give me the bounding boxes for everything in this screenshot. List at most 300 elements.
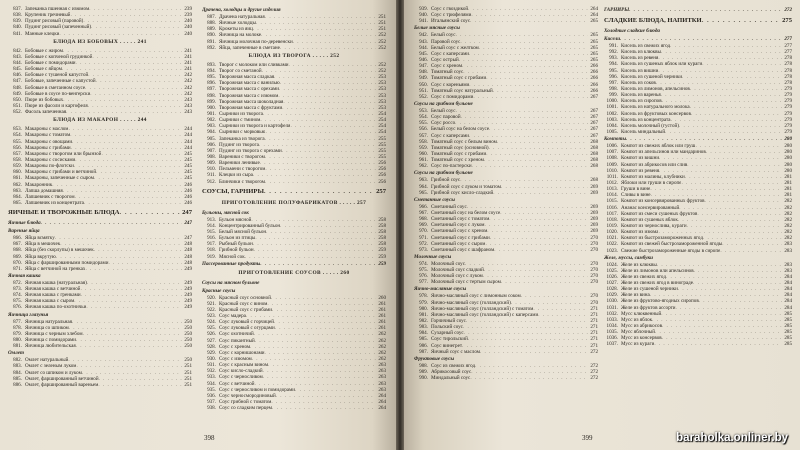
entry-number: 839.: [13, 18, 22, 25]
entry-page: 241: [184, 47, 192, 54]
entry-number: 1014.: [606, 192, 618, 199]
entry-title: Яичница со шпиком: [25, 324, 69, 331]
entry-number: 907.: [207, 147, 216, 154]
entry-page: 242: [184, 90, 192, 97]
entry-number: 908.: [207, 153, 216, 160]
index-entry: [414, 375, 598, 381]
entry-title: Мясной сок: [219, 253, 245, 260]
entry-page: 278: [784, 73, 792, 80]
entry-page: 260: [378, 294, 386, 301]
entry-page: 282: [784, 229, 792, 236]
entry-page: 279: [784, 128, 792, 135]
entry-page: 283: [784, 247, 792, 254]
entry-page: 253: [378, 98, 386, 105]
entry-number: 850.: [13, 96, 22, 103]
entry-number: 932.: [207, 368, 216, 375]
dot-leader: [473, 94, 588, 100]
entry-page: 252: [378, 32, 386, 39]
entry-page: 250: [184, 324, 192, 331]
entry-page: 258: [378, 216, 386, 223]
entry-title: Кисель из свежих ягод: [621, 43, 671, 49]
entry-page: 246: [184, 187, 192, 194]
entry-title: Белый соус с желтком: [431, 44, 479, 51]
subsection-page: 247: [184, 220, 192, 227]
entry-page: 248: [184, 259, 192, 266]
entry-number: 992.: [609, 49, 618, 56]
subsection-page: 277: [784, 36, 792, 42]
subsection-page: 272: [784, 7, 792, 13]
entry-number: 869.: [13, 253, 22, 260]
entry-title: Манные клецки: [25, 30, 60, 37]
entry-page: 241: [184, 59, 192, 66]
entry-title: Соус со сладким перцем: [219, 405, 273, 412]
entry-page: 251: [184, 375, 192, 382]
dot-leader: [260, 260, 376, 268]
dot-leader: [626, 135, 782, 143]
entry-number: 920.: [207, 294, 216, 301]
section-page: 241: [137, 38, 147, 45]
entry-page: 269: [590, 216, 598, 223]
entry-title: Желе из сушеной черники: [621, 286, 678, 293]
section-title: БЛЮДА ИЗ БОБОВЫХ: [53, 38, 119, 45]
entry-page: 240: [184, 18, 192, 25]
entry-number: 928.: [207, 343, 216, 350]
entry-page: 244: [184, 138, 192, 145]
entry-number: 1006.: [606, 143, 618, 150]
entry-page: 244: [184, 144, 192, 151]
entry-number: 986.: [419, 342, 428, 349]
entry-title: Сметанный соус на белом соусе: [431, 209, 501, 216]
dot-leader: [76, 343, 183, 349]
entry-title: Желе из вина: [621, 292, 650, 299]
entry-number: 961.: [419, 157, 428, 164]
entry-title: Сырники из творога и картофеля: [219, 123, 291, 130]
entry-page: 270: [590, 246, 598, 253]
entry-number: 957.: [419, 132, 428, 139]
entry-title: Соус луковый с огурцами: [219, 325, 275, 332]
entry-number: 968.: [419, 216, 428, 223]
entry-title: Компот из сушеных яблок: [621, 216, 678, 223]
entry-page: 254: [378, 123, 386, 130]
index-entry: [202, 405, 386, 411]
chapter-heading: [8, 206, 192, 219]
entry-number: 854.: [13, 132, 22, 139]
entry-number: 906.: [207, 141, 216, 148]
entry-number: 924.: [207, 319, 216, 326]
entry-number: 982.: [419, 318, 428, 325]
entry-title: Яично-масляный соус с лимонным соком: [431, 293, 521, 300]
entry-number: 980.: [419, 305, 428, 312]
entry-title: Крокеты из яиц: [219, 26, 253, 33]
entry-number: 903.: [207, 123, 216, 130]
entry-title: Соус с корнишонами: [219, 349, 265, 356]
entry-page: 284: [784, 280, 792, 287]
entry-number: 1011.: [606, 173, 618, 180]
entry-page: 270: [590, 293, 598, 300]
entry-title: Яичная кашка по-охотничьи: [25, 304, 87, 311]
entry-title: Сметанный соус с сыром: [431, 240, 486, 247]
entry-title: Сухарный соус: [431, 330, 464, 337]
entry-page: 268: [590, 150, 598, 157]
entry-title: Желе из фруктов ассорти: [621, 304, 676, 311]
entry-page: 265: [590, 18, 598, 25]
dot-leader: [264, 185, 374, 198]
entry-title: Соус тирольский: [431, 336, 468, 343]
entry-page: 268: [590, 138, 598, 145]
entry-page: 285: [784, 341, 792, 348]
entry-page: 281: [784, 173, 792, 180]
dot-leader: [98, 382, 182, 388]
entry-number: 947.: [419, 63, 428, 70]
entry-title: Сырники с тмином: [219, 117, 261, 124]
entry-number: 898.: [207, 92, 216, 99]
index-column-4: [604, 6, 792, 348]
entry-title: Пюре из бобовых: [25, 96, 64, 103]
entry-number: 901.: [207, 110, 216, 117]
entry-number: 883.: [13, 363, 22, 370]
entry-number: 952.: [419, 93, 428, 100]
entry-page: 269: [590, 183, 598, 190]
entry-number: 973.: [419, 246, 428, 253]
entry-page: 270: [590, 234, 598, 241]
entry-title: Кисель из сушеных яблок или кураги: [621, 61, 703, 68]
dot-leader: [120, 206, 181, 219]
entry-number: 872.: [13, 279, 22, 286]
subsection-heading: Желе, муссы, самбуки: [604, 254, 653, 261]
entry-title: Макароны с томатом: [25, 132, 71, 139]
entry-page: 270: [590, 240, 598, 247]
entry-page: 281: [784, 192, 792, 199]
entry-page: 256: [378, 172, 386, 179]
index-entry: [8, 343, 192, 349]
entry-page: 240: [184, 30, 192, 37]
entry-title: Томатный соус натуральный: [431, 87, 493, 94]
entry-page: 249: [184, 286, 192, 293]
entry-page: 270: [590, 279, 598, 286]
entry-page: 271: [590, 336, 598, 343]
entry-page: 263: [378, 380, 386, 387]
section-heading: БЛЮДА ИЗ БОБОВЫХ . . . . . 241: [53, 38, 147, 45]
entry-number: 1022.: [606, 241, 618, 248]
entry-page: 265: [590, 56, 598, 63]
entry-title: Кисель из концентрата: [621, 116, 671, 123]
entry-number: 967.: [419, 209, 428, 216]
entry-title: Компот из свежей быстрозамороженной ягоды: [621, 241, 723, 248]
entry-title: Соус пикантный: [219, 337, 255, 344]
entry-page: 250: [184, 343, 192, 350]
entry-title: Яичница любительская: [25, 343, 76, 350]
entry-title: Макароны с сосисками: [25, 156, 76, 163]
entry-number: 904.: [207, 129, 216, 136]
entry-title: Бульон мясной: [219, 216, 252, 223]
dot-leader: [493, 190, 588, 196]
entry-page: 248: [184, 253, 192, 260]
subsection-heading: [604, 135, 792, 143]
entry-title: Яйца всмятку: [25, 235, 55, 242]
entry-page: 271: [590, 305, 598, 312]
entry-title: Сметанный соус: [431, 203, 467, 210]
entry-title: Итальянский соус: [431, 18, 471, 25]
entry-page: 246: [184, 199, 192, 206]
entry-number: 976.: [419, 273, 428, 280]
entry-title: Белый мясной бульон: [219, 228, 267, 235]
entry-number: 981.: [419, 311, 428, 318]
entry-title: Красный соус основной: [219, 294, 271, 301]
entry-page: 282: [784, 210, 792, 217]
entry-title: Соус грибной с томатом: [219, 399, 272, 406]
entry-page: 284: [784, 298, 792, 305]
section-page: 244: [137, 117, 147, 124]
entry-number: 960.: [419, 150, 428, 157]
entry-page: 252: [378, 61, 386, 68]
entry-title: Пельмени с творогом: [219, 166, 266, 173]
entry-title: Макаронник: [25, 181, 53, 188]
entry-title: Компот из чернослива, кураги: [621, 222, 687, 229]
entry-number: 845.: [13, 66, 22, 73]
entry-title: Кисель из ревеня: [621, 55, 659, 62]
entry-title: Сливы в вине: [621, 192, 651, 199]
entry-number: 970.: [419, 228, 428, 235]
entry-page: 285: [784, 310, 792, 317]
entry-title: Компот из свежих яблок или груш: [621, 143, 696, 150]
entry-title: Бобовые в сметанном соусе: [25, 84, 86, 91]
entry-title: Драчена натуральная: [219, 14, 265, 20]
entry-title: Омлет натуральный: [25, 357, 69, 364]
subsection-heading: Яичная кашка: [8, 272, 41, 279]
entry-number: 853.: [13, 126, 22, 133]
entry-number: 926.: [207, 331, 216, 338]
entry-number: 987.: [419, 348, 428, 355]
entry-title: Яйца вкрутую: [25, 253, 56, 260]
entry-title: Желе из фруктово-ягодных сиропов: [621, 298, 699, 305]
entry-page: 278: [784, 55, 792, 62]
entry-title: Яичница с помидорами: [25, 337, 76, 344]
chapter-title: ЯИЧНЫЕ И ТВОРОЖНЫЕ БЛЮДА: [8, 209, 120, 217]
subsection-heading: Соусы на грибном бульоне: [414, 100, 473, 107]
entry-title: Яйца с фаршированными помидорами: [25, 259, 109, 266]
entry-number: 1028.: [606, 286, 618, 293]
entry-number: 838.: [13, 12, 22, 19]
entry-page: 284: [784, 286, 792, 293]
entry-title: Томатный соус с белым вином: [431, 138, 497, 145]
entry-number: 984.: [419, 330, 428, 337]
entry-title: Яичница натуральная: [25, 318, 73, 325]
entry-title: Творог со сметаной: [219, 67, 262, 74]
entry-page: 253: [378, 92, 386, 99]
entry-title: Грибной соус: [431, 177, 461, 184]
entry-page: 249: [184, 304, 192, 311]
entry-page: 248: [184, 241, 192, 248]
section-page: 260: [340, 269, 350, 276]
subsection-title: Пассерованные продукты: [202, 260, 261, 267]
entry-number: 1001.: [606, 104, 618, 111]
entry-number: 962.: [419, 163, 428, 170]
subsection-heading: Драчена, холодцы и другие изделия: [202, 7, 281, 13]
entry-title: Яичница на молоке: [219, 32, 262, 39]
entry-title: Томатный соус (основной): [431, 144, 489, 151]
entry-number: 1027.: [606, 280, 618, 287]
entry-page: 256: [378, 160, 386, 167]
entry-title: Запеканка пшенная с изюмом: [25, 6, 90, 12]
entry-number: 866.: [13, 235, 22, 242]
entry-number: 964.: [419, 183, 428, 190]
entry-title: Грибной соус кисло-сладкий: [431, 189, 494, 196]
entry-number: 1005.: [606, 128, 618, 135]
chapter-title: СОУСЫ, ГАРНИРЫ: [202, 187, 264, 195]
entry-title: Вареники с творогом: [219, 153, 265, 160]
entry-number: 874.: [13, 292, 22, 299]
entry-title: Мусс яблочный: [621, 329, 655, 336]
entry-page: 249: [184, 279, 192, 286]
entry-number: 1033.: [606, 316, 618, 323]
entry-number: 1000.: [606, 98, 618, 105]
entry-number: 1025.: [606, 267, 618, 274]
entry-number: 1031.: [606, 304, 618, 311]
entry-title: Пюре из фасоли и картофеля: [25, 102, 88, 109]
entry-title: Паровой соус: [431, 38, 461, 45]
entry-title: Белый соус: [431, 32, 456, 39]
entry-number: 890.: [207, 32, 216, 39]
chapter-title: СЛАДКИЕ БЛЮДА, НАПИТКИ: [604, 17, 702, 24]
entry-number: 919.: [207, 253, 216, 260]
entry-number: 1012.: [606, 179, 618, 186]
entry-number: 876.: [13, 304, 22, 311]
entry-number: 861.: [13, 175, 22, 182]
entry-number: 887.: [207, 14, 216, 20]
subsection-heading: [604, 6, 792, 14]
entry-title: Грибной бульон: [219, 247, 254, 254]
entry-page: 262: [378, 331, 386, 338]
entry-number: 843.: [13, 53, 22, 60]
entry-number: 950.: [419, 81, 428, 88]
entry-title: Яичная кашка с сыром: [25, 298, 75, 305]
entry-page: 263: [378, 374, 386, 381]
entry-title: Запеканка из творога: [219, 135, 265, 142]
entry-page: 262: [378, 349, 386, 356]
entry-page: 241: [184, 66, 192, 73]
entry-number: 885.: [13, 375, 22, 382]
entry-number: 886.: [13, 381, 22, 388]
entry-title: Пудинг рисовый (запеченный): [25, 24, 92, 31]
entry-page: 266: [590, 69, 598, 76]
entry-page: 284: [784, 304, 792, 311]
right-page-number: 399: [582, 434, 593, 442]
entry-number: 983.: [419, 324, 428, 331]
entry-number: 974.: [419, 260, 428, 267]
entry-number: 837.: [13, 6, 22, 12]
entry-number: 882.: [13, 357, 22, 364]
entry-page: 245: [184, 156, 192, 163]
entry-title: Миндальный соус: [431, 375, 471, 382]
entry-number: 1009.: [606, 161, 618, 168]
entry-page: 247: [184, 235, 192, 242]
entry-page: 259: [378, 247, 386, 254]
dot-leader: [702, 14, 780, 27]
entry-page: 268: [590, 177, 598, 184]
entry-number: 915.: [207, 228, 216, 235]
entry-number: 975.: [419, 267, 428, 274]
entry-number: 929.: [207, 349, 216, 356]
entry-title: Молочный соус сладкий: [431, 267, 484, 274]
left-page: [0, 0, 396, 450]
entry-page: 278: [784, 67, 792, 74]
entry-page: 252: [378, 44, 386, 51]
entry-number: 923.: [207, 313, 216, 320]
dot-leader: [480, 349, 588, 355]
entry-page: 269: [590, 189, 598, 196]
entry-number: 988.: [419, 362, 428, 369]
index-column-1: [8, 6, 192, 388]
entry-page: 264: [590, 12, 598, 19]
entry-page: 265: [590, 38, 598, 45]
entry-number: 985.: [419, 336, 428, 343]
entry-page: 255: [378, 147, 386, 154]
dot-leader: [720, 248, 782, 254]
entry-page: 242: [184, 72, 192, 79]
entry-title: Желе из свежих ягод в винограде: [621, 280, 694, 287]
entry-number: 946.: [419, 56, 428, 63]
entry-title: Кисель из сушеной черники: [621, 73, 683, 80]
entry-page: 253: [378, 104, 386, 111]
entry-title: Мусс из кураги: [621, 341, 655, 348]
entry-title: Сметанный соус с хреном: [431, 228, 488, 235]
entry-number: 840.: [13, 24, 22, 31]
entry-page: 285: [784, 323, 792, 330]
entry-number: 991.: [609, 43, 618, 49]
subsection-heading: Омлет: [8, 350, 24, 357]
entry-title: Соус с хреном: [431, 63, 463, 70]
entry-title: Бобовые с копченой грудинкой: [25, 53, 93, 60]
entry-page: 270: [590, 299, 598, 306]
entry-number: 933.: [207, 374, 216, 381]
entry-page: 251: [378, 26, 386, 33]
entry-number: 1003.: [606, 116, 618, 123]
entry-page: 254: [378, 129, 386, 136]
entry-title: Яично-масляный соус (голландский): [431, 299, 511, 306]
entry-number: 895.: [207, 74, 216, 81]
entry-title: Кисель молочный (густой): [621, 122, 679, 129]
entry-title: Яблоки или груши в сиропе: [621, 179, 682, 186]
entry-number: 1032.: [606, 310, 618, 317]
entry-title: Соус с черносливом и помидорами: [219, 386, 296, 393]
entry-title: Грибной соус с луком и томатом: [431, 183, 501, 190]
entry-title: Омлет со шпиком и луком: [25, 369, 82, 376]
entry-page: 251: [184, 363, 192, 370]
entry-number: 1021.: [606, 235, 618, 242]
entry-title: Сметанный соус с томатом: [431, 216, 490, 223]
entry-number: 896.: [207, 80, 216, 87]
entry-title: Яйца с ветчиной на гренках: [25, 265, 86, 272]
entry-title: Творожная масса с изюмом: [219, 92, 279, 99]
subsection-heading: Сметанные соусы: [414, 196, 455, 203]
entry-number: 1016.: [606, 204, 618, 211]
section-page: 252: [330, 52, 340, 59]
entry-title: Яичница молочная по-деревенски: [219, 38, 293, 45]
entry-number: 893.: [207, 61, 216, 68]
entry-title: Соус с каперсами: [431, 132, 470, 139]
entry-title: Пудинг рисовый (паровой): [25, 18, 84, 25]
entry-page: 272: [590, 375, 598, 382]
entry-number: 857.: [13, 150, 22, 157]
entry-title: Соус с кореньями: [431, 81, 470, 88]
index-entry: [604, 248, 792, 254]
entry-number: 899.: [207, 98, 216, 105]
dot-leader: [272, 405, 376, 411]
chapter-page: 275: [782, 17, 792, 24]
entry-number: 1026.: [606, 273, 618, 280]
entry-number: 888.: [207, 20, 216, 27]
entry-page: 271: [590, 324, 598, 331]
